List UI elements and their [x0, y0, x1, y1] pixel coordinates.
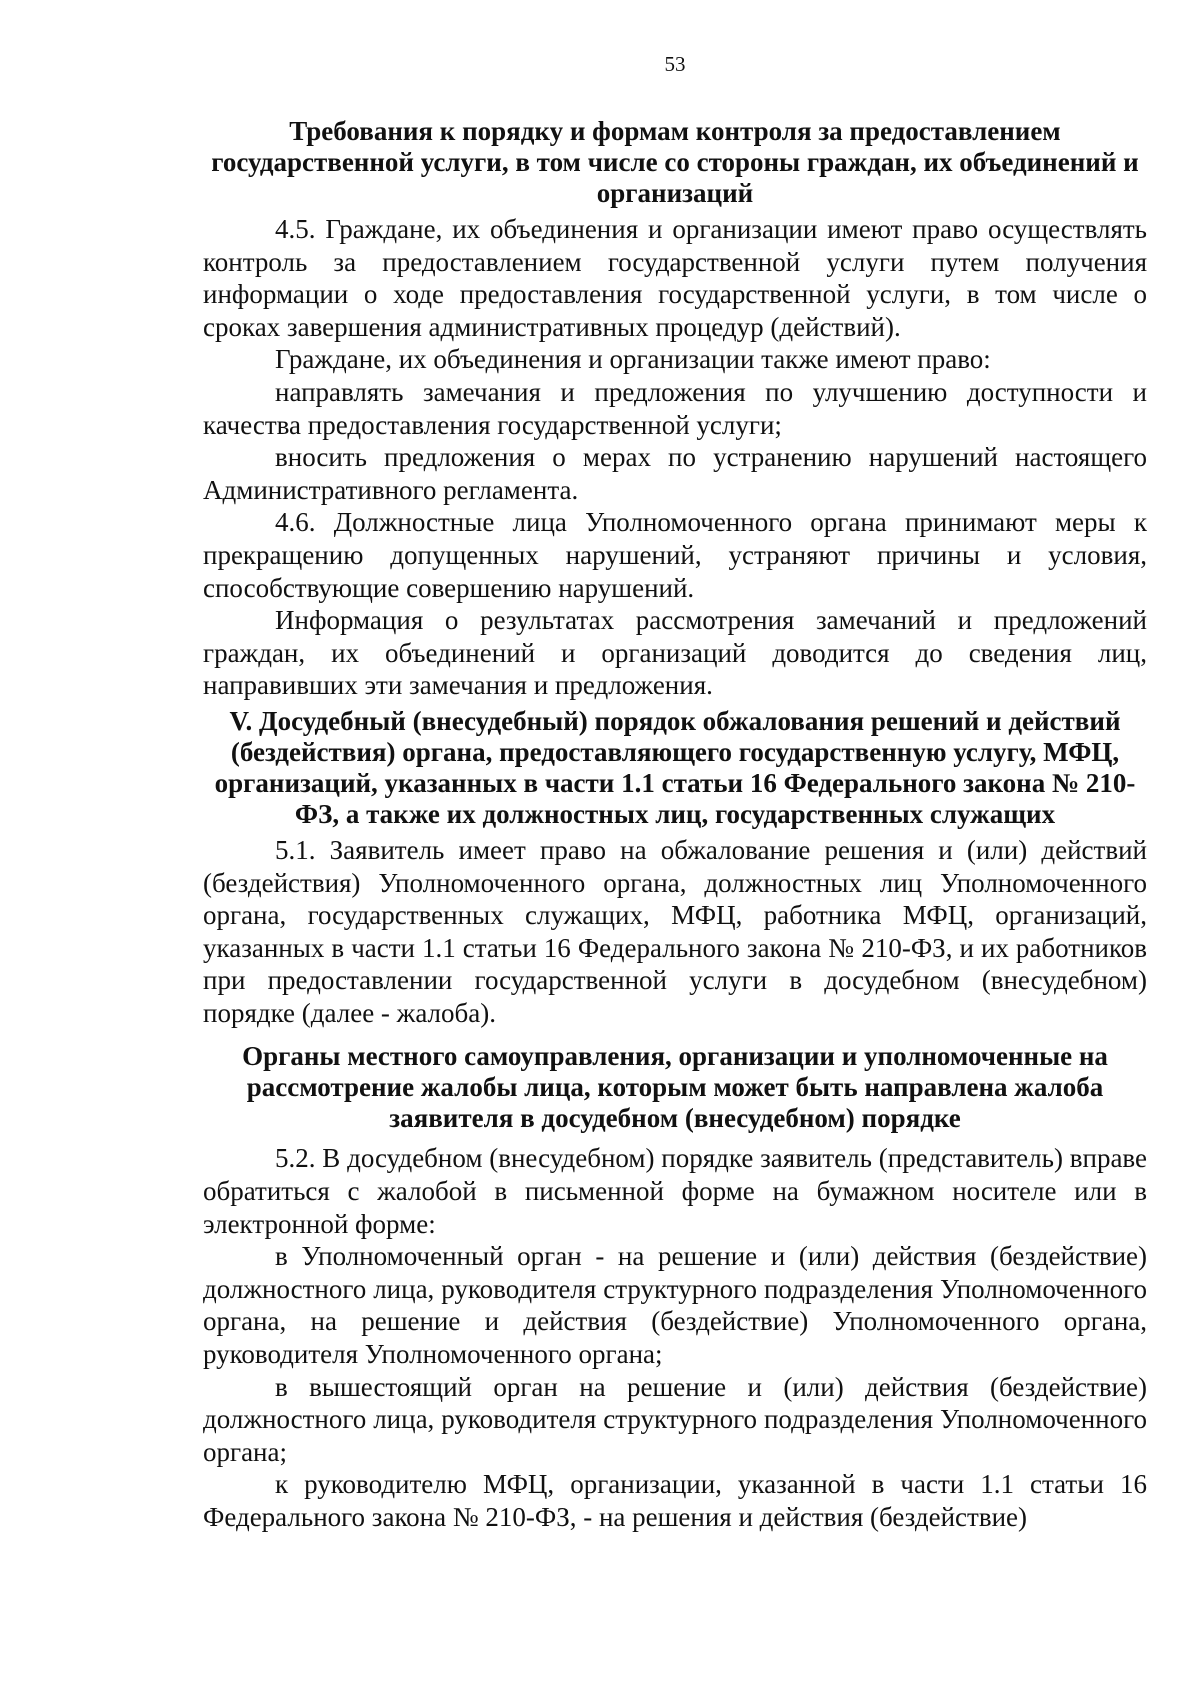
paragraph-4-6: 4.6. Должностные лица Уполномоченного органа принимают меры к прекращению допущенных нарушений, устраняют причины и условия, способствующие совершению нарушений. — [203, 507, 1147, 603]
paragraph-5-2: 5.2. В досудебном (внесудебном) порядке заявитель (представитель) вправе обратиться с жалобой в письменной форме на бумажном носителе или в электронной форме: — [203, 1143, 1147, 1239]
paragraph-authorized-body: в Уполномоченный орган - на решение и (или) действия (бездействие) должностного лица, руководителя структурного подразделения Уполномоченного органа, на решение и действия (бездействие) Уполномоченного органа, руководителя Уполномоченного органа; — [203, 1241, 1147, 1370]
paragraph-rights-intro: Граждане, их объединения и организации также имеют право: — [275, 344, 991, 375]
paragraph-mfc-head: к руководителю МФЦ, организации, указанной в части 1.1 статьи 16 Федерального закона № 210-ФЗ, - на решения и действия (бездействие) — [203, 1469, 1147, 1532]
paragraph-submit-remarks: направлять замечания и предложения по улучшению доступности и качества предоставления государственной услуги; — [203, 376, 1147, 440]
paragraph-submit-proposals: вносить предложения о мерах по устранению нарушений настоящего Административного регламента. — [203, 442, 1147, 505]
heading-section-v: V. Досудебный (внесудебный) порядок обжалования решений и действий (бездействия) органа, предоставляющего государственную услугу, МФЦ, организаций, указанных в части 1.1 статьи 16 Федерального закона № 210-ФЗ, а также их должностных лиц, государственных служащих — [214, 705, 1136, 829]
paragraph-superior-body: в вышестоящий орган на решение и (или) действия (бездействие) должностного лица, руководителя структурного подразделения Уполномоченного органа; — [203, 1371, 1147, 1467]
paragraph-4-5: 4.5. Граждане, их объединения и организации имеют право осуществлять контроль за предоставлением государственной услуги путем получения информации о ходе предоставления государственной услуги, в том числе о сроках завершения административных процедур (действий). — [203, 214, 1147, 342]
paragraph-5-1: 5.1. Заявитель имеет право на обжалование решения и (или) действий (бездействия) Уполномоченного органа, должностных лиц Уполномоченного органа, государственных служащих, МФЦ, работника МФЦ, организаций, указанных в части 1.1 статьи 16 Федерального закона № 210-ФЗ, и их работников при предоставлении государственной услуги в досудебном (внесудебном) порядке (далее - жалоба). — [203, 834, 1147, 1028]
paragraph-review-results: Информация о результатах рассмотрения замечаний и предложений граждан, их объединений и организаций доводится до сведения лиц, направивших эти замечания и предложения. — [203, 605, 1147, 701]
heading-complaint-bodies: Органы местного самоуправления, организации и уполномоченные на рассмотрение жалобы лица, которым может быть направлена жалоба заявителя в досудебном (внесудебном) порядке — [242, 1041, 1108, 1134]
heading-control-requirements: Требования к порядку и формам контроля за предоставлением государственной услуги, в том числе со стороны граждан, их объединений и организаций — [211, 116, 1139, 208]
page-number: 53 — [664, 52, 686, 76]
page-content — [203, 116, 1147, 1534]
